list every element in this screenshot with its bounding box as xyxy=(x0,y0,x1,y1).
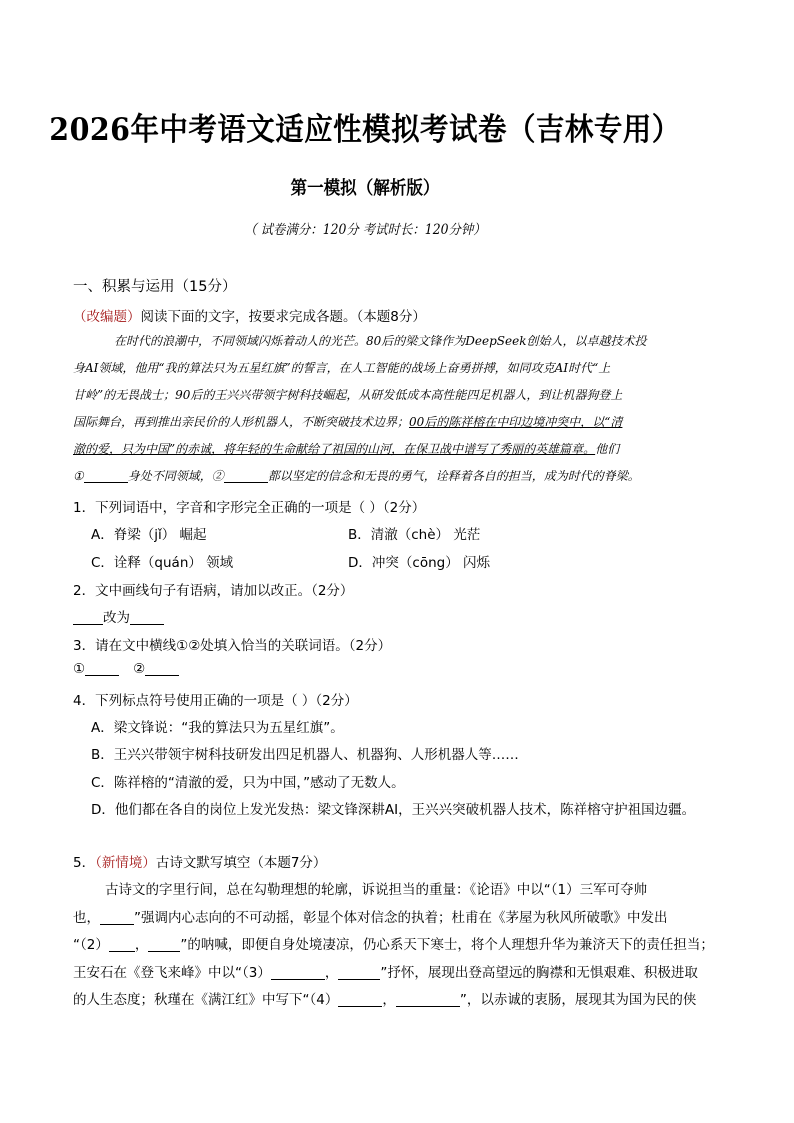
answer-blank[interactable] xyxy=(338,965,380,980)
passage-line: 身AI领域，他用“我的算法只为五星红旗”的誓言，在人工智能的战场上奋勇拼搏，如同攻克AI时代“上 xyxy=(73,361,611,375)
answer-connector: 改为 xyxy=(103,610,130,626)
answer-blank[interactable] xyxy=(130,610,164,625)
answer-blank[interactable] xyxy=(396,992,460,1007)
new-context-tag: （新情境） xyxy=(95,855,156,871)
blank-marker: ② xyxy=(133,661,146,677)
underlined-sentence: 澈的爱，只为中国”的赤诚，将年轻的生命献给了祖国的山河，在保卫战中谱写了秀丽的英雄篇章。 xyxy=(73,442,596,456)
question-2-stem: 2．文中画线句子有语病，请加以改正。（2分） xyxy=(73,583,354,599)
blank-marker: ① xyxy=(73,661,86,677)
question-1-stem: 1．下列词语中，字音和字形完全正确的一项是（ ）（2分） xyxy=(73,500,426,516)
passage-text: 身处不同领域，② xyxy=(127,469,224,483)
paragraph-text: 的人生态度；秋瑾在《满江红》中写下“（4） xyxy=(73,992,339,1008)
score-info: （ 试卷满分：120分 考试时长：120分钟） xyxy=(244,222,486,238)
q1-option-c[interactable]: C．诠释（quán） 领域 xyxy=(91,555,234,571)
answer-blank[interactable] xyxy=(271,965,325,980)
question-2-answer xyxy=(73,606,164,626)
q1-option-b[interactable]: B．清澈（chè） 光茫 xyxy=(348,527,481,543)
paragraph-text: ”，以赤诚的衷肠，展现其为国为民的侠 xyxy=(459,992,697,1008)
paragraph-text: 也， xyxy=(73,910,100,926)
paragraph-text: “（2） xyxy=(73,937,109,953)
answer-blank[interactable] xyxy=(73,610,103,625)
paragraph-text: ”强调内心志向的不可动摇，彰显个体对信念的执着；杜甫在《茅屋为秋风所破歌》中发出 xyxy=(134,910,668,926)
poem-paragraph-line xyxy=(73,933,714,953)
answer-blank-2[interactable] xyxy=(224,468,268,483)
paragraph-text: ”抒怀，展现出登高望远的胸襟和无惧艰难、积极进取 xyxy=(380,965,698,981)
paragraph-text: ， xyxy=(134,937,149,953)
question-5-stem xyxy=(73,851,326,871)
poem-paragraph-line xyxy=(73,988,696,1008)
answer-blank[interactable] xyxy=(100,910,134,925)
question-3-stem: 3．请在文中横线①②处填入恰当的关联词语。（2分） xyxy=(73,638,392,654)
passage-line: 甘岭”的无畏战士；90后的王兴兴带领宇树科技崛起，从研发低成本高性能四足机器人，到让机器狗登上 xyxy=(73,388,623,402)
blank-marker: ① xyxy=(73,469,84,483)
q4-option-d[interactable]: D．他们都在各自的岗位上发光发热：梁文锋深耕AI，王兴兴突破机器人技术，陈祥榕守护祖国边疆。 xyxy=(91,802,696,818)
q4-option-a[interactable]: A．梁文锋说：“我的算法只为五星红旗”。 xyxy=(91,720,344,736)
passage-text: 国际舞台，再到推出亲民价的人形机器人，不断突破技术边界； xyxy=(73,415,410,429)
answer-blank[interactable] xyxy=(145,661,179,676)
passage-line xyxy=(73,413,622,430)
instruction-text: 阅读下面的文字，按要求完成各题。（本题8分） xyxy=(140,309,426,325)
answer-blank-1[interactable] xyxy=(84,468,128,483)
paragraph-text: ”的呐喊，即便自身处境凄凉，仍心系天下寒士，将个人理想升华为兼济天下的责任担当； xyxy=(180,937,714,953)
answer-blank[interactable] xyxy=(338,992,382,1007)
intro-line xyxy=(73,305,426,325)
section-heading: 一、积累与运用（15分） xyxy=(73,279,237,295)
poem-paragraph-line xyxy=(73,961,698,981)
passage-text: 他们 xyxy=(595,442,620,456)
question-title: 古诗文默写填空（本题7分） xyxy=(155,855,327,871)
answer-blank[interactable] xyxy=(148,937,180,952)
paragraph-text: 王安石在《登飞来峰》中以“（3） xyxy=(73,965,271,981)
question-3-answer xyxy=(73,661,179,677)
question-number: 5． xyxy=(73,855,96,871)
poem-paragraph-line xyxy=(73,906,668,926)
paragraph-text: ， xyxy=(382,992,396,1008)
page-subtitle: 第一模拟（解析版） xyxy=(290,178,440,199)
passage-line xyxy=(73,440,619,457)
passage-line xyxy=(73,467,640,484)
q1-option-d[interactable]: D．冲突（cōng） 闪烁 xyxy=(348,555,490,571)
underlined-sentence: 00后的陈祥榕在中印边境冲突中，以“清 xyxy=(409,415,623,429)
answer-blank[interactable] xyxy=(109,937,135,952)
adapted-tag: （改编题） xyxy=(73,309,141,325)
page-title: 2026年中考语文适应性模拟考试卷（吉林专用） xyxy=(49,112,681,148)
passage-text: 都以坚定的信念和无畏的勇气，诠释着各自的担当，成为时代的脊梁。 xyxy=(267,469,640,483)
poem-paragraph-line: 古诗文的字里行间，总在勾勒理想的轮廓，诉说担当的重量：《论语》中以“（1）三军可夺帅 xyxy=(105,882,648,898)
answer-blank[interactable] xyxy=(85,661,119,676)
paragraph-text: ， xyxy=(324,965,339,981)
question-4-stem: 4．下列标点符号使用正确的一项是（ ）（2分） xyxy=(73,693,358,709)
q4-option-b[interactable]: B．王兴兴带领宇树科技研发出四足机器人、机器狗、人形机器人等…… xyxy=(91,747,519,763)
passage-line: 在时代的浪潮中，不同领域闪烁着动人的光芒。80后的梁文锋作为DeepSeek创始人，以卓越技术投 xyxy=(114,334,647,348)
q1-option-a[interactable]: A．脊梁（jǐ） 崛起 xyxy=(91,527,207,543)
q4-option-c[interactable]: C．陈祥榕的“清澈的爱，只为中国，”感动了无数人。 xyxy=(91,775,405,791)
